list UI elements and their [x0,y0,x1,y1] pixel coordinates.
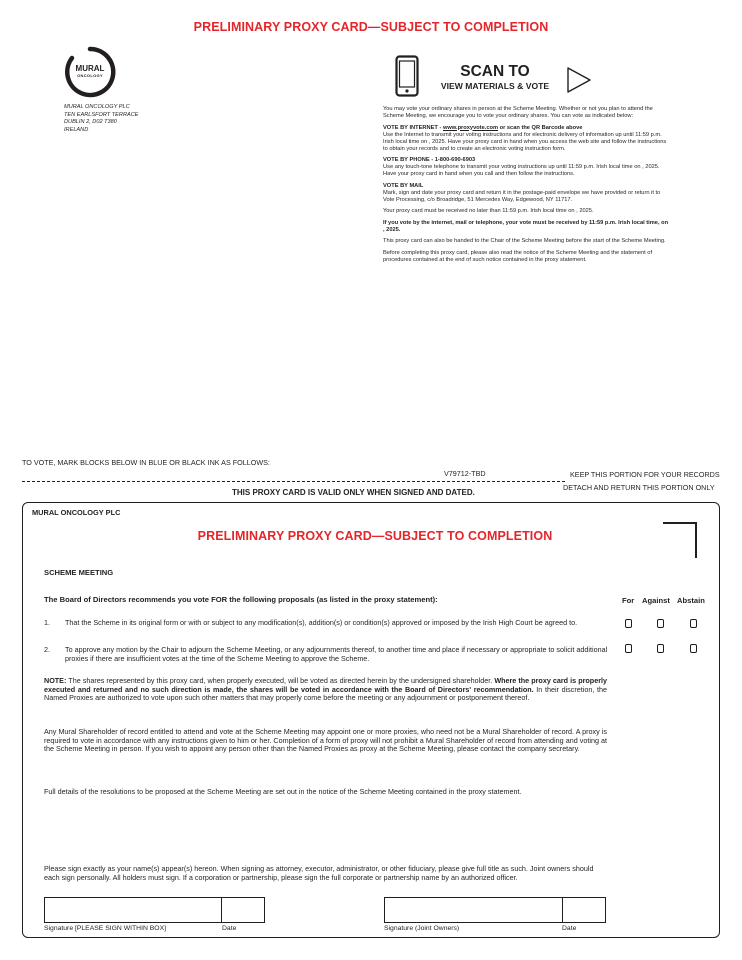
address-line: TEN EARLSFORT TERRACE [64,111,139,118]
joint-date-box[interactable] [562,897,606,923]
proposal-text: To approve any motion by the Chair to adjourn the Scheme Meeting, or any adjournments thereof, to another time and place if necessary or appropriate to solicit additional proxies if there are insufficient votes at the time of the Scheme Meeting to approve the Scheme. [65,645,608,663]
proposal-2-abstain-checkbox[interactable] [690,644,697,653]
proposal-number: 2. [44,645,50,654]
proposal-number: 1. [44,618,50,627]
column-against: Against [642,596,670,605]
column-for: For [622,596,635,605]
note-text-1: The shares represented by this proxy card, when properly executed, will be voted as directed herein by the undersigned shareholder. [66,676,495,685]
before-text: Before completing this proxy card, please also read the notice of the Scheme Meeting and the statement of procedures contained at the end of such notice contained in the proxy statement. [383,249,653,263]
signature-box[interactable] [44,897,222,923]
address-line: IRELAND [64,126,89,133]
joint-date-label: Date [562,925,577,932]
phone-heading: VOTE BY PHONE - 1-800-690-6903 [383,157,476,163]
date-box[interactable] [221,897,265,923]
detach-line [22,481,565,482]
proposal-1-for-checkbox[interactable] [625,619,632,628]
column-abstain: Abstain [677,596,705,605]
address-line: DUBLIN 2, D02 T380 [64,119,117,126]
joint-signature-box[interactable] [384,897,563,923]
intro-text: You may vote your ordinary shares in person at the Scheme Meeting. Whether or not you plan to attend the Scheme Meeting, we encourage you to vote your ordinary shares. You can vote as indicated below: [383,106,653,119]
card-company-name: MURAL ONCOLOGY PLC [32,508,121,517]
keep-portion-label: KEEP THIS PORTION FOR YOUR RECORDS [570,470,720,479]
date-label: Date [222,925,237,932]
phone-icon [395,55,419,97]
proposal-text: That the Scheme in its original form or with or subject to any modification(s), addition(s) or condition(s) approved or imposed by the Irish High Court be agreed to. [65,618,578,627]
internet-heading-suffix: or scan the QR Barcode above [498,124,583,131]
corner-mark [663,522,697,558]
page-title: PRELIMINARY PROXY CARD—SUBJECT TO COMPLETION [193,20,549,34]
board-recommendation: The Board of Directors recommends you vote FOR the following proposals (as listed in the proxy statement): [44,595,438,604]
mail-text: Mark, sign and date your proxy card and return it in the postage-paid envelope we have provided or return it to Vote Processing, c/o Broadridge, 51 Mercedes Way, Edgewood, NY 11717. [383,189,661,203]
meeting-heading: SCHEME MEETING [44,568,114,577]
logo-text-mural: MURAL [75,64,105,73]
note-label: NOTE: [44,676,67,685]
detach-portion-label: DETACH AND RETURN THIS PORTION ONLY [563,483,715,492]
note-paragraph [44,677,607,703]
phone-text: Use any touch-tone telephone to transmit your voting instructions up until 11:59 p.m. Irish local time on , 2025. Have your proxy card in hand when you call and then follow the instructions. [383,164,660,177]
proposal-2-for-checkbox[interactable] [625,644,632,653]
card-title: PRELIMINARY PROXY CARD—SUBJECT TO COMPLETION [197,529,553,543]
joint-signature-label: Signature (Joint Owners) [384,925,460,932]
logo-text-oncology: ONCOLOGY [77,73,103,78]
scan-to-subheading: VIEW MATERIALS & VOTE [440,81,550,91]
details-paragraph: Full details of the resolutions to be proposed at the Scheme Meeting are set out in the notice of the Scheme Meeting contained in the proxy statement. [44,787,522,796]
proposal-2-against-checkbox[interactable] [657,644,664,653]
signature-label: Signature [PLEASE SIGN WITHIN BOX] [44,925,167,932]
deadline-text: Your proxy card must be received no later than 11:59 p.m. Irish local time on , 2025. [383,208,594,214]
voting-instructions [383,106,669,268]
play-arrow-icon [566,66,592,99]
mural-logo [64,46,116,98]
note-text-2: In their discretion, the Named Proxies are authorized to vote upon such other matters that may properly come before the meeting or any adjournment or postponement thereof. [44,684,607,703]
mail-heading: VOTE BY MAIL [383,182,424,189]
card-code: V79712-TBD [444,469,486,478]
internet-heading-prefix: VOTE BY INTERNET - [383,124,443,131]
proposal-1-against-checkbox[interactable] [657,619,664,628]
note-bold-text: Where the proxy card is properly executed and returned and no such direction is made, the shares will be voted in accordance with the Board of Directors' recommendation. [44,676,607,694]
address-line: MURAL ONCOLOGY PLC [64,104,130,110]
bold-deadline-text: If you vote by the internet, mail or telephone, your vote must be received by 11:59 p.m. Irish local time, on , 2025. [383,219,669,233]
company-address [64,104,139,134]
scan-to-heading: SCAN TO [460,63,530,80]
proposal-1-abstain-checkbox[interactable] [690,619,697,628]
valid-notice: THIS PROXY CARD IS VALID ONLY WHEN SIGNED AND DATED. [232,488,475,497]
internet-text: Use the Internet to transmit your voting instructions and for electronic delivery of information up until 11:59 p.m. Irish local time on , 2025. Have your proxy card in hand when you access the web site and follow the instructions to obtain your records and to create an electronic voting instruction form. [383,131,667,152]
proxyvote-link[interactable]: www.proxyvote.com [442,124,499,131]
proxy-paragraph: Any Mural Shareholder of record entitled to attend and vote at the Scheme Meeting may appoint one or more proxies, who need not be a Mural Shareholder of record. A proxy is required to vote in accordance with any instructions given to him or her. Completion of a form of proxy will not prohibit a Mural Shareholder of record from attending and voting at the Scheme Meeting in person. If you wish to appoint any person other than the Named Proxies as proxy at the Scheme Meeting, please contact the company secretary. [44,727,607,754]
chair-text: This proxy card can also be handed to the Chair of the Scheme Meeting before the start of the Scheme Meeting. [383,238,666,244]
to-vote-instructions: TO VOTE, MARK BLOCKS BELOW IN BLUE OR BLACK INK AS FOLLOWS: [22,458,270,467]
signing-instructions: Please sign exactly as your name(s) appear(s) hereon. When signing as attorney, executor, administrator, or other fiduciary, please give full title as such. Joint owners should each sign personally. All holders must sign. If a corporation or partnership, please sign the full corporate or partnership name by an authorized officer. [44,864,594,882]
